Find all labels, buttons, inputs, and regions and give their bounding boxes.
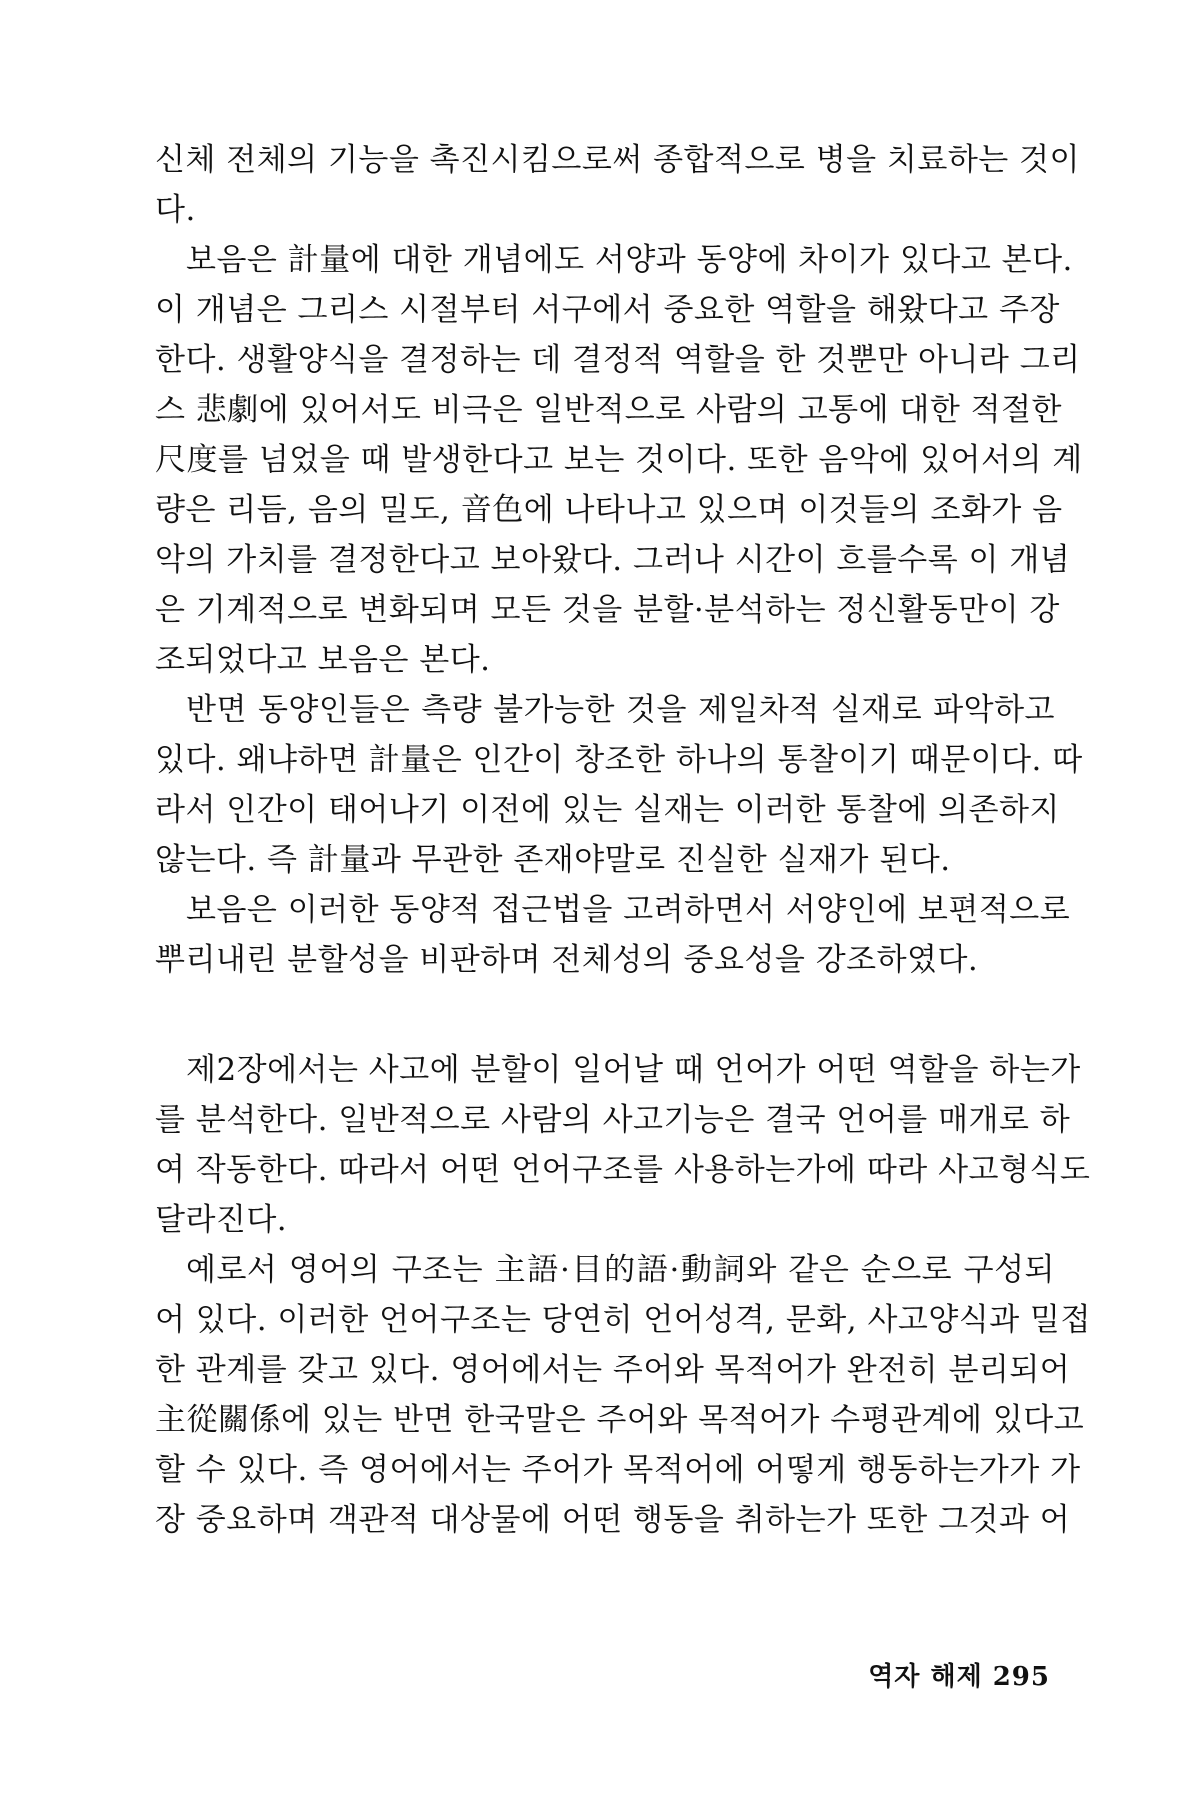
text-line: 여 작동한다. 따라서 어떤 언어구조를 사용하는가에 따라 사고형식도	[155, 1152, 1091, 1188]
paragraph	[155, 685, 1083, 885]
text-line: 장 중요하며 객관적 대상물에 어떤 행동을 취하는가 또한 그것과 어	[155, 1502, 1071, 1538]
text-line: 신체 전체의 기능을 촉진시킴으로써 종합적으로 병을 치료하는 것이	[155, 142, 1080, 178]
text-line: 이 개념은 그리스 시절부터 서구에서 중요한 역할을 해왔다고 주장	[155, 292, 1060, 328]
paragraph	[155, 1045, 1091, 1245]
paragraph	[155, 135, 1080, 235]
text-line: 스 悲劇에 있어서도 비극은 일반적으로 사람의 고통에 대한 적절한	[155, 392, 1062, 428]
text-line: 않는다. 즉 計量과 무관한 존재야말로 진실한 실재가 된다.	[155, 842, 951, 878]
text-line: 主從關係에 있는 반면 한국말은 주어와 목적어가 수평관계에 있다고	[155, 1402, 1085, 1438]
paragraph	[155, 885, 1071, 985]
running-section-title: 역자 해제	[868, 1662, 983, 1692]
text-line: 보음은 計量에 대한 개념에도 서양과 동양에 차이가 있다고 본다.	[186, 242, 1073, 278]
text-line: 보음은 이러한 동양적 접근법을 고려하면서 서양인에 보편적으로	[186, 892, 1071, 928]
body-text	[155, 135, 1091, 1545]
text-line: 악의 가치를 결정한다고 보아왔다. 그러나 시간이 흐를수록 이 개념	[155, 542, 1071, 578]
text-line: 조되었다고 보음은 본다.	[155, 642, 491, 678]
text-line: 다.	[155, 192, 196, 228]
text-line: 은 기계적으로 변화되며 모든 것을 분할·분석하는 정신활동만이 강	[155, 592, 1060, 628]
text-line: 라서 인간이 태어나기 이전에 있는 실재는 이러한 통찰에 의존하지	[155, 792, 1060, 828]
text-line: 반면 동양인들은 측량 불가능한 것을 제일차적 실재로 파악하고	[186, 692, 1055, 728]
text-line: 할 수 있다. 즉 영어에서는 주어가 목적어에 어떻게 행동하는가가 가	[155, 1452, 1081, 1488]
text-line: 예로서 영어의 구조는 主語·目的語·動詞와 같은 순으로 구성되	[186, 1252, 1055, 1288]
text-line: 있다. 왜냐하면 計量은 인간이 창조한 하나의 통찰이기 때문이다. 따	[155, 742, 1083, 778]
text-line: 어 있다. 이러한 언어구조는 당연히 언어성격, 문화, 사고양식과 밀접	[155, 1302, 1091, 1338]
page-number: 295	[992, 1662, 1050, 1692]
text-line: 량은 리듬, 음의 밀도, 音色에 나타나고 있으며 이것들의 조화가 음	[155, 492, 1063, 528]
paragraph-gap	[155, 985, 1055, 1045]
text-line: 한다. 생활양식을 결정하는 데 결정적 역할을 한 것뿐만 아니라 그리	[155, 342, 1081, 378]
text-line: 를 분석한다. 일반적으로 사람의 사고기능은 결국 언어를 매개로 하	[155, 1102, 1071, 1138]
text-line: 달라진다.	[155, 1202, 288, 1238]
text-line: 한 관계를 갖고 있다. 영어에서는 주어와 목적어가 완전히 분리되어	[155, 1352, 1071, 1388]
paragraph	[155, 235, 1083, 685]
page-footer	[868, 1656, 1050, 1693]
paragraph	[155, 1245, 1091, 1545]
text-line: 尺度를 넘었을 때 발생한다고 보는 것이다. 또한 음악에 있어서의 계	[155, 442, 1083, 478]
text-line: 제2장에서는 사고에 분할이 일어날 때 언어가 어떤 역할을 하는가	[186, 1052, 1081, 1088]
text-line: 뿌리내린 분할성을 비판하며 전체성의 중요성을 강조하였다.	[155, 942, 979, 978]
